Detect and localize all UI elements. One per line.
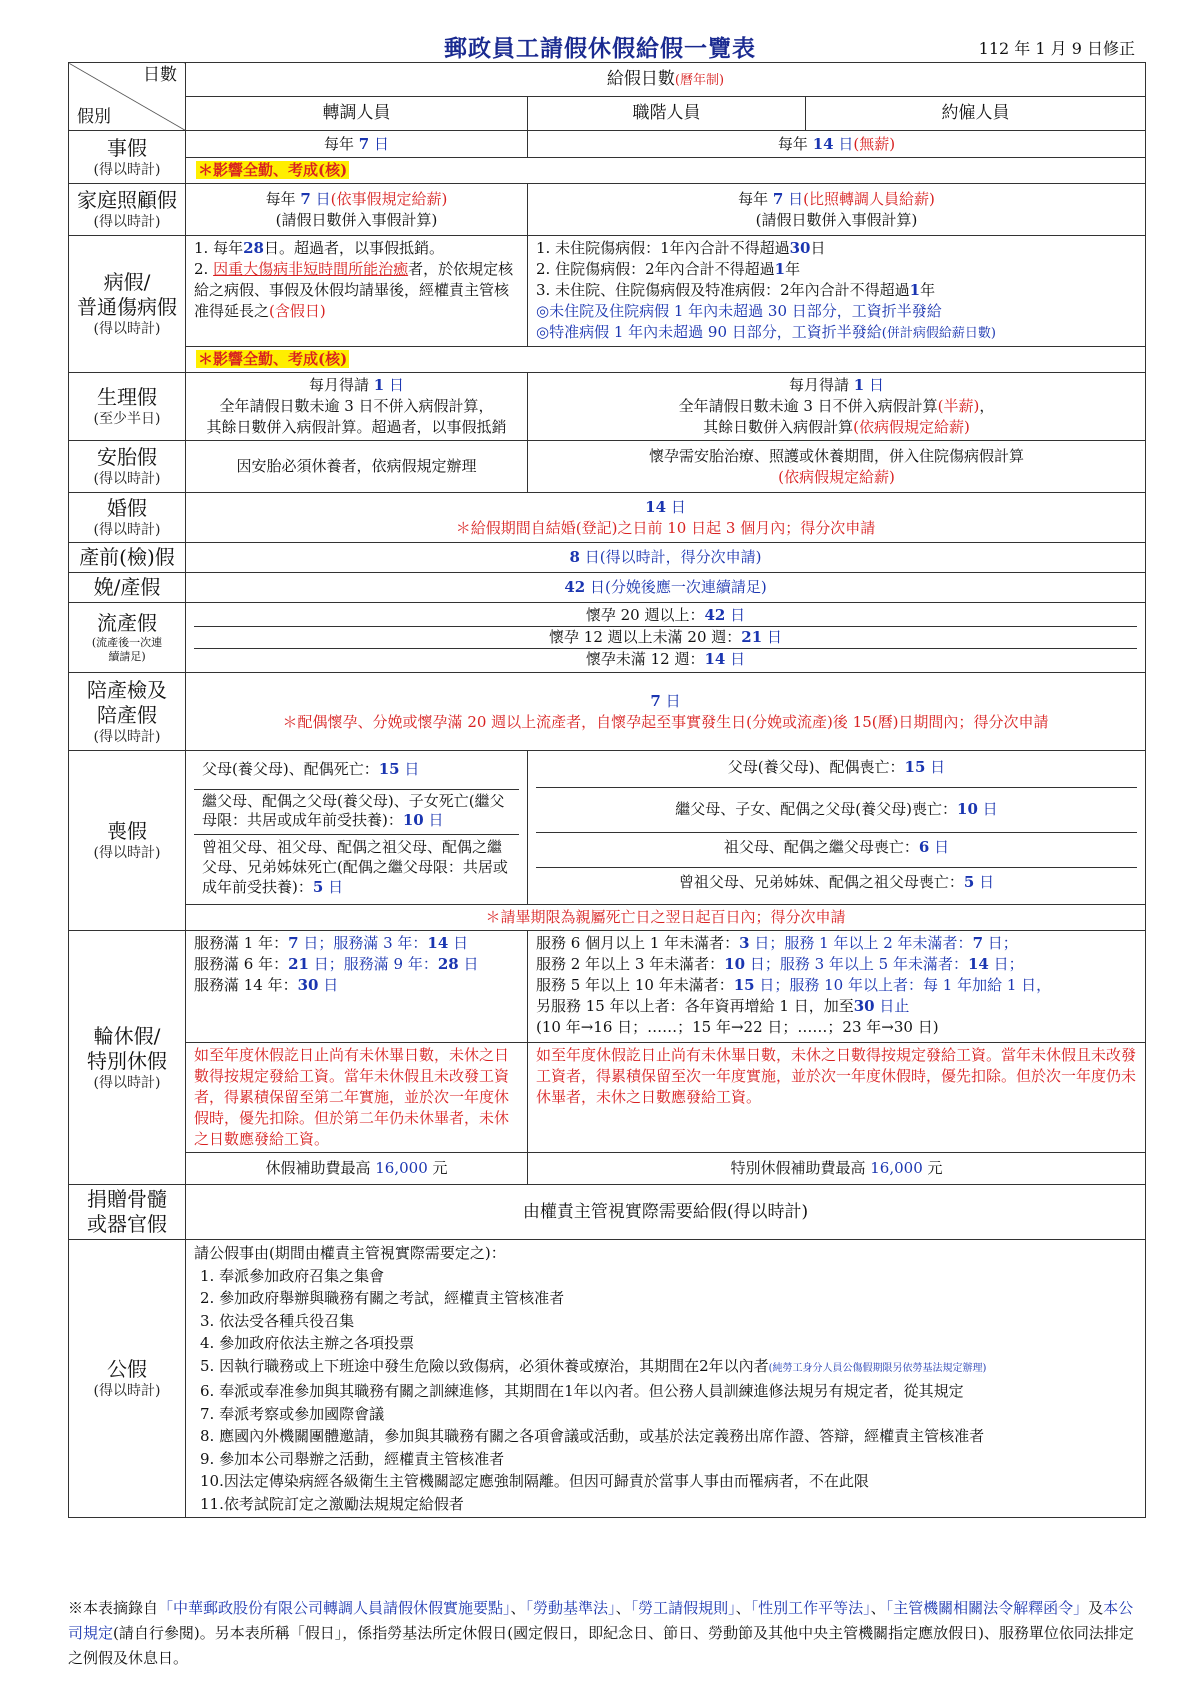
sick-transfer: 1. 每年28日。超過者，以事假抵銷。 2. 因重大傷病非短時間所能治癒者，於依規定核給之病假、事假及休假均請畢後，經權責主管核准得延長之(含假日): [186, 236, 528, 347]
list-item: 3. 依法受各種兵役召集: [200, 1311, 355, 1330]
miscarriage-12w: 懷孕 12 週以上未滿 20 週：21 日: [194, 626, 1137, 648]
funeral-others-greatgrand: 曾祖父母、兄弟姊妹、配偶之祖父母喪亡：5 日: [536, 867, 1137, 902]
annual-transfer-subsidy: 休假補助費最高 16,000 元: [186, 1153, 528, 1185]
funeral-others-stepparents: 繼父母、子女、配偶之父母(養父母)喪亡：10 日: [536, 787, 1137, 832]
leave-table: [68, 62, 1146, 1518]
list-item: 9. 參加本公司舉辦之活動，經權責主管核准者: [200, 1449, 505, 1468]
miscarriage-days: [186, 603, 1146, 673]
annual-transfer-carryover: 如至年度休假訖日止尚有未休畢日數，未休之日數得按規定發給工資。當年未休假且未改發工資者，得累積保留至第二年實施，並於次一年度休假時，優先扣除。但於第二年仍未休畢者，未休之日數應發給工資。: [186, 1043, 528, 1153]
cat-official-leave: 公假 (得以時計): [69, 1240, 186, 1518]
cat-prenatal-leave: 產前(檢)假: [69, 543, 186, 573]
row-funeral-note: [69, 905, 1146, 931]
personal-others: 每年 14 日(無薪): [528, 131, 1146, 158]
cat-marriage-leave: 婚假 (得以時計): [69, 493, 186, 543]
row-personal-leave: [69, 131, 1146, 158]
list-item: 6. 奉派或奉准參加與其職務有關之訓練進修，其期間在1年以內者。但公務人員訓練進修法規另有規定者，從其規定: [200, 1382, 964, 1400]
row-annual-carryover: [69, 1043, 1146, 1153]
cat-miscarriage-leave: 流產假 (流產後一次連續請足): [69, 603, 186, 673]
list-item: 2. 參加政府舉辦與職務有關之考試，經權責主管核准者: [200, 1289, 565, 1307]
sick-others: 1. 未住院傷病假：1年內合計不得超過30日 2. 住院傷病假：2年內合計不得超過1年 3. 未住院、住院傷病假及特准病假：2年內合計不得超過1年 ◎未住院及住院病假 1 年內未超過 30 日部分，工資折半發給 ◎特准病假 1 年內未超過 90 日部分，工資折半發給(併計病假給薪日數): [528, 236, 1146, 347]
official-reason-list: [194, 1265, 1137, 1516]
list-item: 1. 奉派參加政府召集之集會: [200, 1266, 385, 1285]
funeral-transfer-parents: 父母(養父母)、配偶死亡：15 日: [202, 759, 420, 778]
official-reasons: [186, 1240, 1146, 1518]
row-marriage-leave: [69, 493, 1146, 543]
header-col-contract: 約僱人員: [806, 97, 1146, 131]
cat-maternity-leave: 娩/產假: [69, 573, 186, 603]
menstrual-transfer: 每月得請 1 日 全年請假日數未逾 3 日不併入病假計算， 其餘日數併入病假計算。超過者，以事假抵銷: [186, 373, 528, 441]
annual-others-carryover: 如至年度休假訖日止尚有未休畢日數，未休之日數得按規定發給工資。當年未休假且未改發工資者，得累積保留至次一年度實施，並於次一年度休假時，優先扣除。但於次一年度仍未休畢者，未休之日數應發給工資。: [528, 1043, 1146, 1153]
annual-transfer-days: 服務滿 1 年：7 日；服務滿 3 年：14 日 服務滿 6 年：21 日；服務滿 9 年：28 日 服務滿 14 年：30 日: [186, 931, 528, 1043]
personal-transfer: 每年 7 日: [186, 131, 528, 158]
annual-others-subsidy: 特別休假補助費最高 16,000 元: [528, 1153, 1146, 1185]
funeral-others-grandparents: 祖父母、配偶之繼父母喪亡：6 日: [536, 832, 1137, 867]
row-annual-subsidy: [69, 1153, 1146, 1185]
header-col-rank: 職階人員: [528, 97, 806, 131]
list-item: 5. 因執行職務或上下班途中發生危險以致傷病，必須休養或療治，其期間在2年以內者(純勞工身分人員公傷假期限另依勞基法規定辦理): [200, 1356, 987, 1375]
list-item: 11.依考試院訂定之激勵法規規定給假者: [200, 1494, 464, 1513]
list-item: 10.因法定傳染病經各級衛生主管機關認定應強制隔離。但因可歸責於當事人事由而罹病者，不在此限: [200, 1472, 869, 1490]
funeral-others: [528, 751, 1146, 905]
row-family-care: [69, 184, 1146, 236]
row-pregnancy-rest: [69, 441, 1146, 493]
family-others: 每年 7 日(比照轉調人員給薪) (請假日數併入事假計算): [528, 184, 1146, 236]
miscarriage-20w: 懷孕 20 週以上：42 日: [585, 606, 746, 624]
row-official-leave: [69, 1240, 1146, 1518]
marriage-days: 14 日 ＊給假期間自結婚(登記)之日前 10 日起 3 個月內；得分次申請: [186, 493, 1146, 543]
funeral-others-parents: 父母(養父母)、配偶喪亡：15 日: [727, 758, 946, 776]
row-menstrual-leave: [69, 373, 1146, 441]
cat-funeral-leave: 喪假 (得以時計): [69, 751, 186, 931]
miscarriage-under12w: 懷孕未滿 12 週：14 日: [194, 648, 1137, 670]
cat-family-care: 家庭照顧假 (得以時計): [69, 184, 186, 236]
funeral-transfer-stepparents: 繼父母、配偶之父母(養父母)、子女死亡(繼父母限：共居或成年前受扶養)：10 日: [194, 789, 519, 834]
row-paternity-leave: [69, 673, 1146, 751]
revision-date: 112 年 1 月 9 日修正: [978, 39, 1135, 58]
list-item: 7. 奉派考察或參加國際會議: [200, 1404, 385, 1423]
paternity-days: 7 日 ＊配偶懷孕、分娩或懷孕滿 20 週以上流產者，自懷孕起至事實發生日(分娩或流產)後 15(曆)日期間內；得分次申請: [186, 673, 1146, 751]
row-donation-leave: [69, 1185, 1146, 1240]
row-miscarriage-leave: [69, 603, 1146, 673]
pregnancy-rest-others: 懷孕需安胎治療、照護或休養期間，併入住院傷病假計算 (依病假規定給薪): [528, 441, 1146, 493]
header-corner: [69, 63, 186, 131]
annual-others-days: 服務 6 個月以上 1 年未滿者：3 日；服務 1 年以上 2 年未滿者：7 日； 服務 2 年以上 3 年未滿者：10 日；服務 3 年以上 5 年未滿者：14 日； 服務 5 年以上 10 年未滿者：15 日；服務 10 年以上者：每 1 年加給 1 日， 另服務 15 年以上者：各年資再增給 1 日，加至30 日止 (10 年→16 日；……；15 年→22 日；……；23 年→30 日): [528, 931, 1146, 1043]
row-sick-impact: [69, 347, 1146, 373]
prenatal-days: 8 日(得以時計，得分次申請): [186, 543, 1146, 573]
corner-type-label: 假別: [77, 107, 111, 127]
funeral-transfer-grandparents: 曾祖父母、祖父母、配偶之祖父母、配偶之繼父母、兄弟姊妹死亡(配偶之繼父母限：共居或成年前受扶養)：5 日: [194, 834, 519, 901]
row-sick-leave: [69, 236, 1146, 347]
header-row-1: [69, 63, 1146, 97]
funeral-note: ＊請畢期限為親屬死亡日之翌日起百日內；得分次申請: [186, 905, 1146, 931]
header-row-2: [69, 97, 1146, 131]
row-funeral-leave: [69, 751, 1146, 905]
personal-impact-note: ＊影響全勤、考成(核): [186, 158, 1146, 184]
list-item: 4. 參加政府依法主辦之各項投票: [200, 1334, 415, 1352]
cat-annual-leave: 輪休假/ 特別休假 (得以時計): [69, 931, 186, 1185]
header-days-title: 給假日數(曆年制): [186, 63, 1146, 97]
official-intro: 請公假事由(期間由權責主管視實際需要定之)：: [194, 1244, 506, 1262]
pregnancy-rest-transfer: 因安胎必須休養者，依病假規定辦理: [186, 441, 528, 493]
cat-pregnancy-rest: 安胎假 (得以時計): [69, 441, 186, 493]
funeral-transfer: [186, 751, 528, 905]
family-transfer: 每年 7 日(依事假規定給薪) (請假日數併入事假計算): [186, 184, 528, 236]
maternity-days: 42 日(分娩後應一次連續請足): [186, 573, 1146, 603]
corner-days-label: 日數: [143, 65, 177, 85]
row-prenatal-leave: [69, 543, 1146, 573]
row-maternity-leave: [69, 573, 1146, 603]
cat-menstrual-leave: 生理假 (至少半日): [69, 373, 186, 441]
row-annual-leave: [69, 931, 1146, 1043]
sick-impact-note: ＊影響全勤、考成(核): [186, 347, 1146, 373]
row-personal-impact: [69, 158, 1146, 184]
cat-personal-leave: 事假 (得以時計): [69, 131, 186, 184]
page-title: 郵政員工請假休假給假一覽表: [444, 35, 756, 62]
cat-sick-leave: 病假/ 普通傷病假 (得以時計): [69, 236, 186, 373]
header-col-transfer: 轉調人員: [186, 97, 528, 131]
cat-paternity-leave: 陪產檢及 陪產假 (得以時計): [69, 673, 186, 751]
donation-days: 由權責主管視實際需要給假(得以時計): [186, 1185, 1146, 1240]
cat-donation-leave: 捐贈骨髓 或器官假: [69, 1185, 186, 1240]
list-item: 8. 應國內外機關團體邀請，參加與其職務有關之各項會議或活動，或基於法定義務出席作證、答辯，經權責主管核准者: [200, 1427, 985, 1445]
menstrual-others: 每月得請 1 日 全年請假日數未逾 3 日不併入病假計算(半薪)， 其餘日數併入病假計算(依病假規定給薪): [528, 373, 1146, 441]
footer-note: ※本表摘錄自「中華郵政股份有限公司轉調人員請假休假實施要點」、「勞動基準法」、「勞工請假規則」、「性別工作平等法」、「主管機關相關法令解釋函令」及本公司規定(請自行參閱)。另本表所稱「假日」，係指勞基法所定休假日(國定假日，即紀念日、節日、勞動節及其他中央主管機關指定應放假日)、服務單位依同法排定之例假及休息日。: [68, 1599, 1134, 1667]
